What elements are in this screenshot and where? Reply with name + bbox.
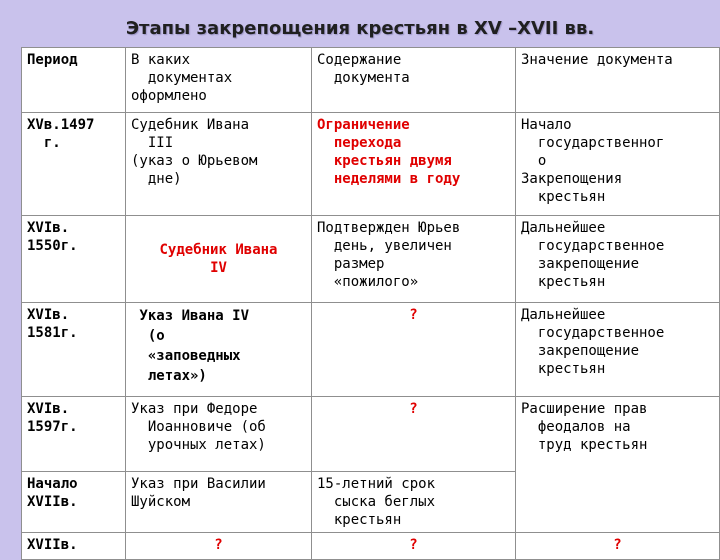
cell-period: XVIв. 1597г. [22,397,126,472]
cell-significance: Расширение прав феодалов на труд крестьян [516,397,720,533]
table-row [22,303,720,397]
cell-content-unknown: ? [312,303,516,397]
cell-period: XVIв. 1550г. [22,216,126,303]
table-row [22,397,720,472]
cell-documents-unknown: ? [126,533,312,560]
cell-content-unknown: ? [312,397,516,472]
cell-documents: Указ при Федоре Иоанновиче (об урочных летах) [126,397,312,472]
stages-table [21,47,720,560]
cell-documents: Указ при Василии Шуйском [126,472,312,533]
table-row [22,533,720,560]
cell-period: XVIIв. [22,533,126,560]
cell-period: XVIв. 1581г. [22,303,126,397]
cell-significance: Начало государственног о Закрепощения крестьян [516,113,720,216]
header-significance: Значение документа [516,48,720,113]
header-period: Период [22,48,126,113]
cell-significance-unknown: ? [516,533,720,560]
table-row [22,113,720,216]
table-header-row [22,48,720,113]
cell-period: XVв.1497 г. [22,113,126,216]
cell-content: Подтвержден Юрьев день, увеличен размер «пожилого» [312,216,516,303]
cell-documents: Судебник Ивана IV [126,216,312,303]
cell-content-unknown: ? [312,533,516,560]
cell-period: Начало XVIIв. [22,472,126,533]
cell-documents: Указ Ивана IV (о «заповедных летах») [126,303,312,397]
header-documents: В каких документах оформлено [126,48,312,113]
page-title: Этапы закрепощения крестьян в XV –XVII вв. [125,18,595,39]
table-row [22,216,720,303]
cell-significance: Дальнейшее государственное закрепощение крестьян [516,216,720,303]
header-content: Содержание документа [312,48,516,113]
cell-content: 15-летний срок сыска беглых крестьян [312,472,516,533]
cell-content: Ограничение перехода крестьян двумя неделями в году [312,113,516,216]
cell-significance: Дальнейшее государственное закрепощение крестьян [516,303,720,397]
cell-documents: Судебник Ивана III (указ о Юрьевом дне) [126,113,312,216]
